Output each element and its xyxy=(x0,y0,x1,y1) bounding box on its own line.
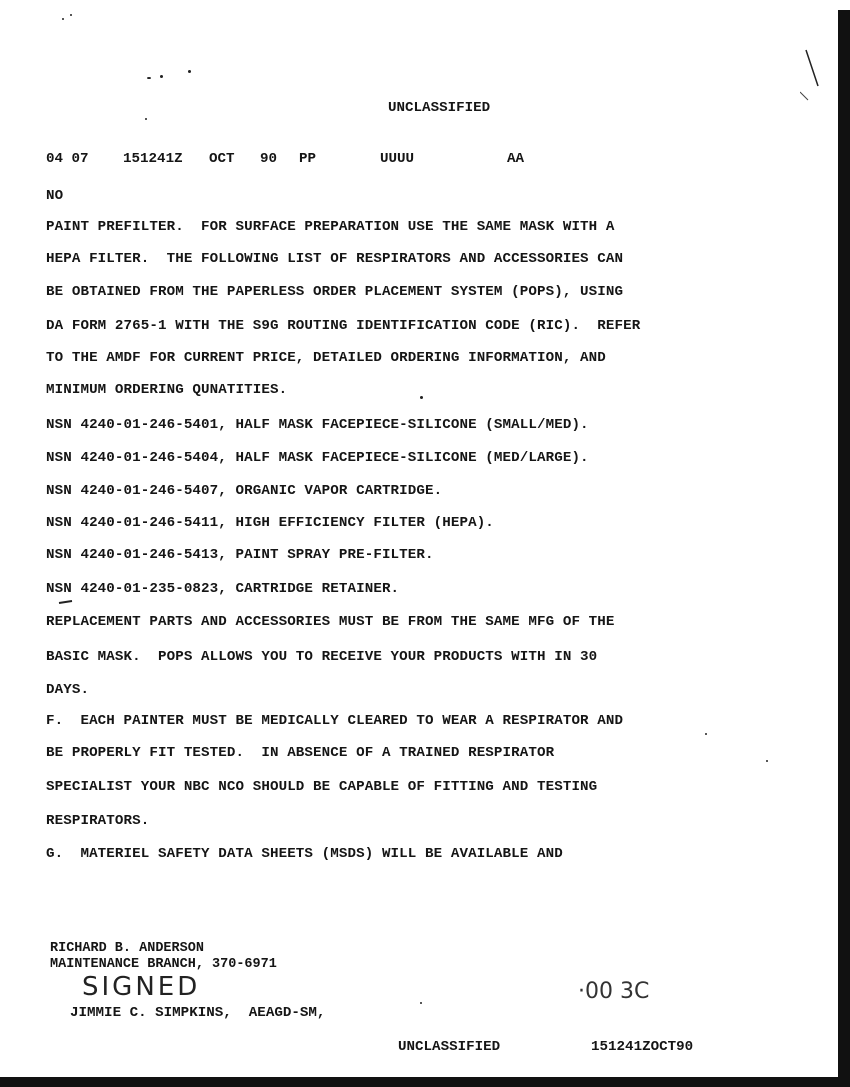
classification-header: UNCLASSIFIED xyxy=(388,100,491,116)
message-code: AA xyxy=(507,151,525,167)
originator-name: RICHARD B. ANDERSON xyxy=(50,941,204,956)
message-seq: 04 07 xyxy=(46,151,89,167)
scan-speck xyxy=(705,733,707,735)
body-line: G. MATERIEL SAFETY DATA SHEETS (MSDS) WILL BE AVAILABLE AND xyxy=(46,846,563,862)
signed-handwritten: SIGNED xyxy=(82,972,201,1002)
message-precedence: PP xyxy=(299,151,317,167)
body-line: NSN 4240-01-235-0823, CARTRIDGE RETAINER. xyxy=(46,581,400,597)
body-line: SPECIALIST YOUR NBC NCO SHOULD BE CAPABLE OF FITTING AND TESTING xyxy=(46,779,598,795)
page-stamp: ·00 3C xyxy=(578,979,650,1004)
body-line: TO THE AMDF FOR CURRENT PRICE, DETAILED ORDERING INFORMATION, AND xyxy=(46,350,606,366)
body-line: NSN 4240-01-246-5411, HIGH EFFICIENCY FILTER (HEPA). xyxy=(46,515,494,531)
body-line: REPLACEMENT PARTS AND ACCESSORIES MUST BE FROM THE SAME MFG OF THE xyxy=(46,614,615,630)
message-dtg: 151241Z xyxy=(123,151,183,167)
body-line: NSN 4240-01-246-5401, HALF MASK FACEPIECE-SILICONE (SMALL/MED). xyxy=(46,417,589,433)
scan-speck xyxy=(188,70,191,73)
body-line: BE OBTAINED FROM THE PAPERLESS ORDER PLACEMENT SYSTEM (POPS), USING xyxy=(46,284,624,300)
scan-speck xyxy=(160,75,163,78)
scan-speck xyxy=(420,1002,422,1004)
body-line: F. EACH PAINTER MUST BE MEDICALLY CLEARED TO WEAR A RESPIRATOR AND xyxy=(46,713,624,729)
body-line: PAINT PREFILTER. FOR SURFACE PREPARATION USE THE SAME MASK WITH A xyxy=(46,219,615,235)
scan-edge-right xyxy=(838,10,850,1080)
body-line: BASIC MASK. POPS ALLOWS YOU TO RECEIVE YOUR PRODUCTS WITH IN 30 xyxy=(46,649,598,665)
scan-edge-bottom xyxy=(0,1077,850,1087)
body-line: NSN 4240-01-246-5407, ORGANIC VAPOR CARTRIDGE. xyxy=(46,483,443,499)
scan-mark xyxy=(58,598,74,606)
body-line: DAYS. xyxy=(46,682,90,698)
body-line: HEPA FILTER. THE FOLLOWING LIST OF RESPIRATORS AND ACCESSORIES CAN xyxy=(46,251,624,267)
body-line: MINIMUM ORDERING QUNATITIES. xyxy=(46,382,288,398)
scan-speck xyxy=(147,77,151,79)
body-line: NSN 4240-01-246-5413, PAINT SPRAY PRE-FILTER. xyxy=(46,547,434,563)
body-line: NO xyxy=(46,188,64,204)
body-line: DA FORM 2765-1 WITH THE S9G ROUTING IDENTIFICATION CODE (RIC). REFER xyxy=(46,318,641,334)
scan-speck xyxy=(766,760,768,762)
body-line: BE PROPERLY FIT TESTED. IN ABSENCE OF A TRAINED RESPIRATOR xyxy=(46,745,555,761)
body-line: RESPIRATORS. xyxy=(46,813,150,829)
message-class-code: UUUU xyxy=(380,151,415,167)
originator-office: MAINTENANCE BRANCH, 370-6971 xyxy=(50,957,277,972)
dtg-reference: 151241ZOCT90 xyxy=(591,1039,694,1055)
classification-footer: UNCLASSIFIED xyxy=(398,1039,501,1055)
body-line: NSN 4240-01-246-5404, HALF MASK FACEPIECE-SILICONE (MED/LARGE). xyxy=(46,450,589,466)
scan-speck xyxy=(420,396,423,399)
message-year: 90 xyxy=(260,151,278,167)
scan-mark xyxy=(800,48,824,108)
scan-speck xyxy=(62,18,64,20)
scan-speck xyxy=(70,14,72,16)
scan-speck xyxy=(145,118,147,120)
releaser-line: JIMMIE C. SIMPKINS, AEAGD-SM, xyxy=(70,1005,326,1021)
message-month: OCT xyxy=(209,151,235,167)
